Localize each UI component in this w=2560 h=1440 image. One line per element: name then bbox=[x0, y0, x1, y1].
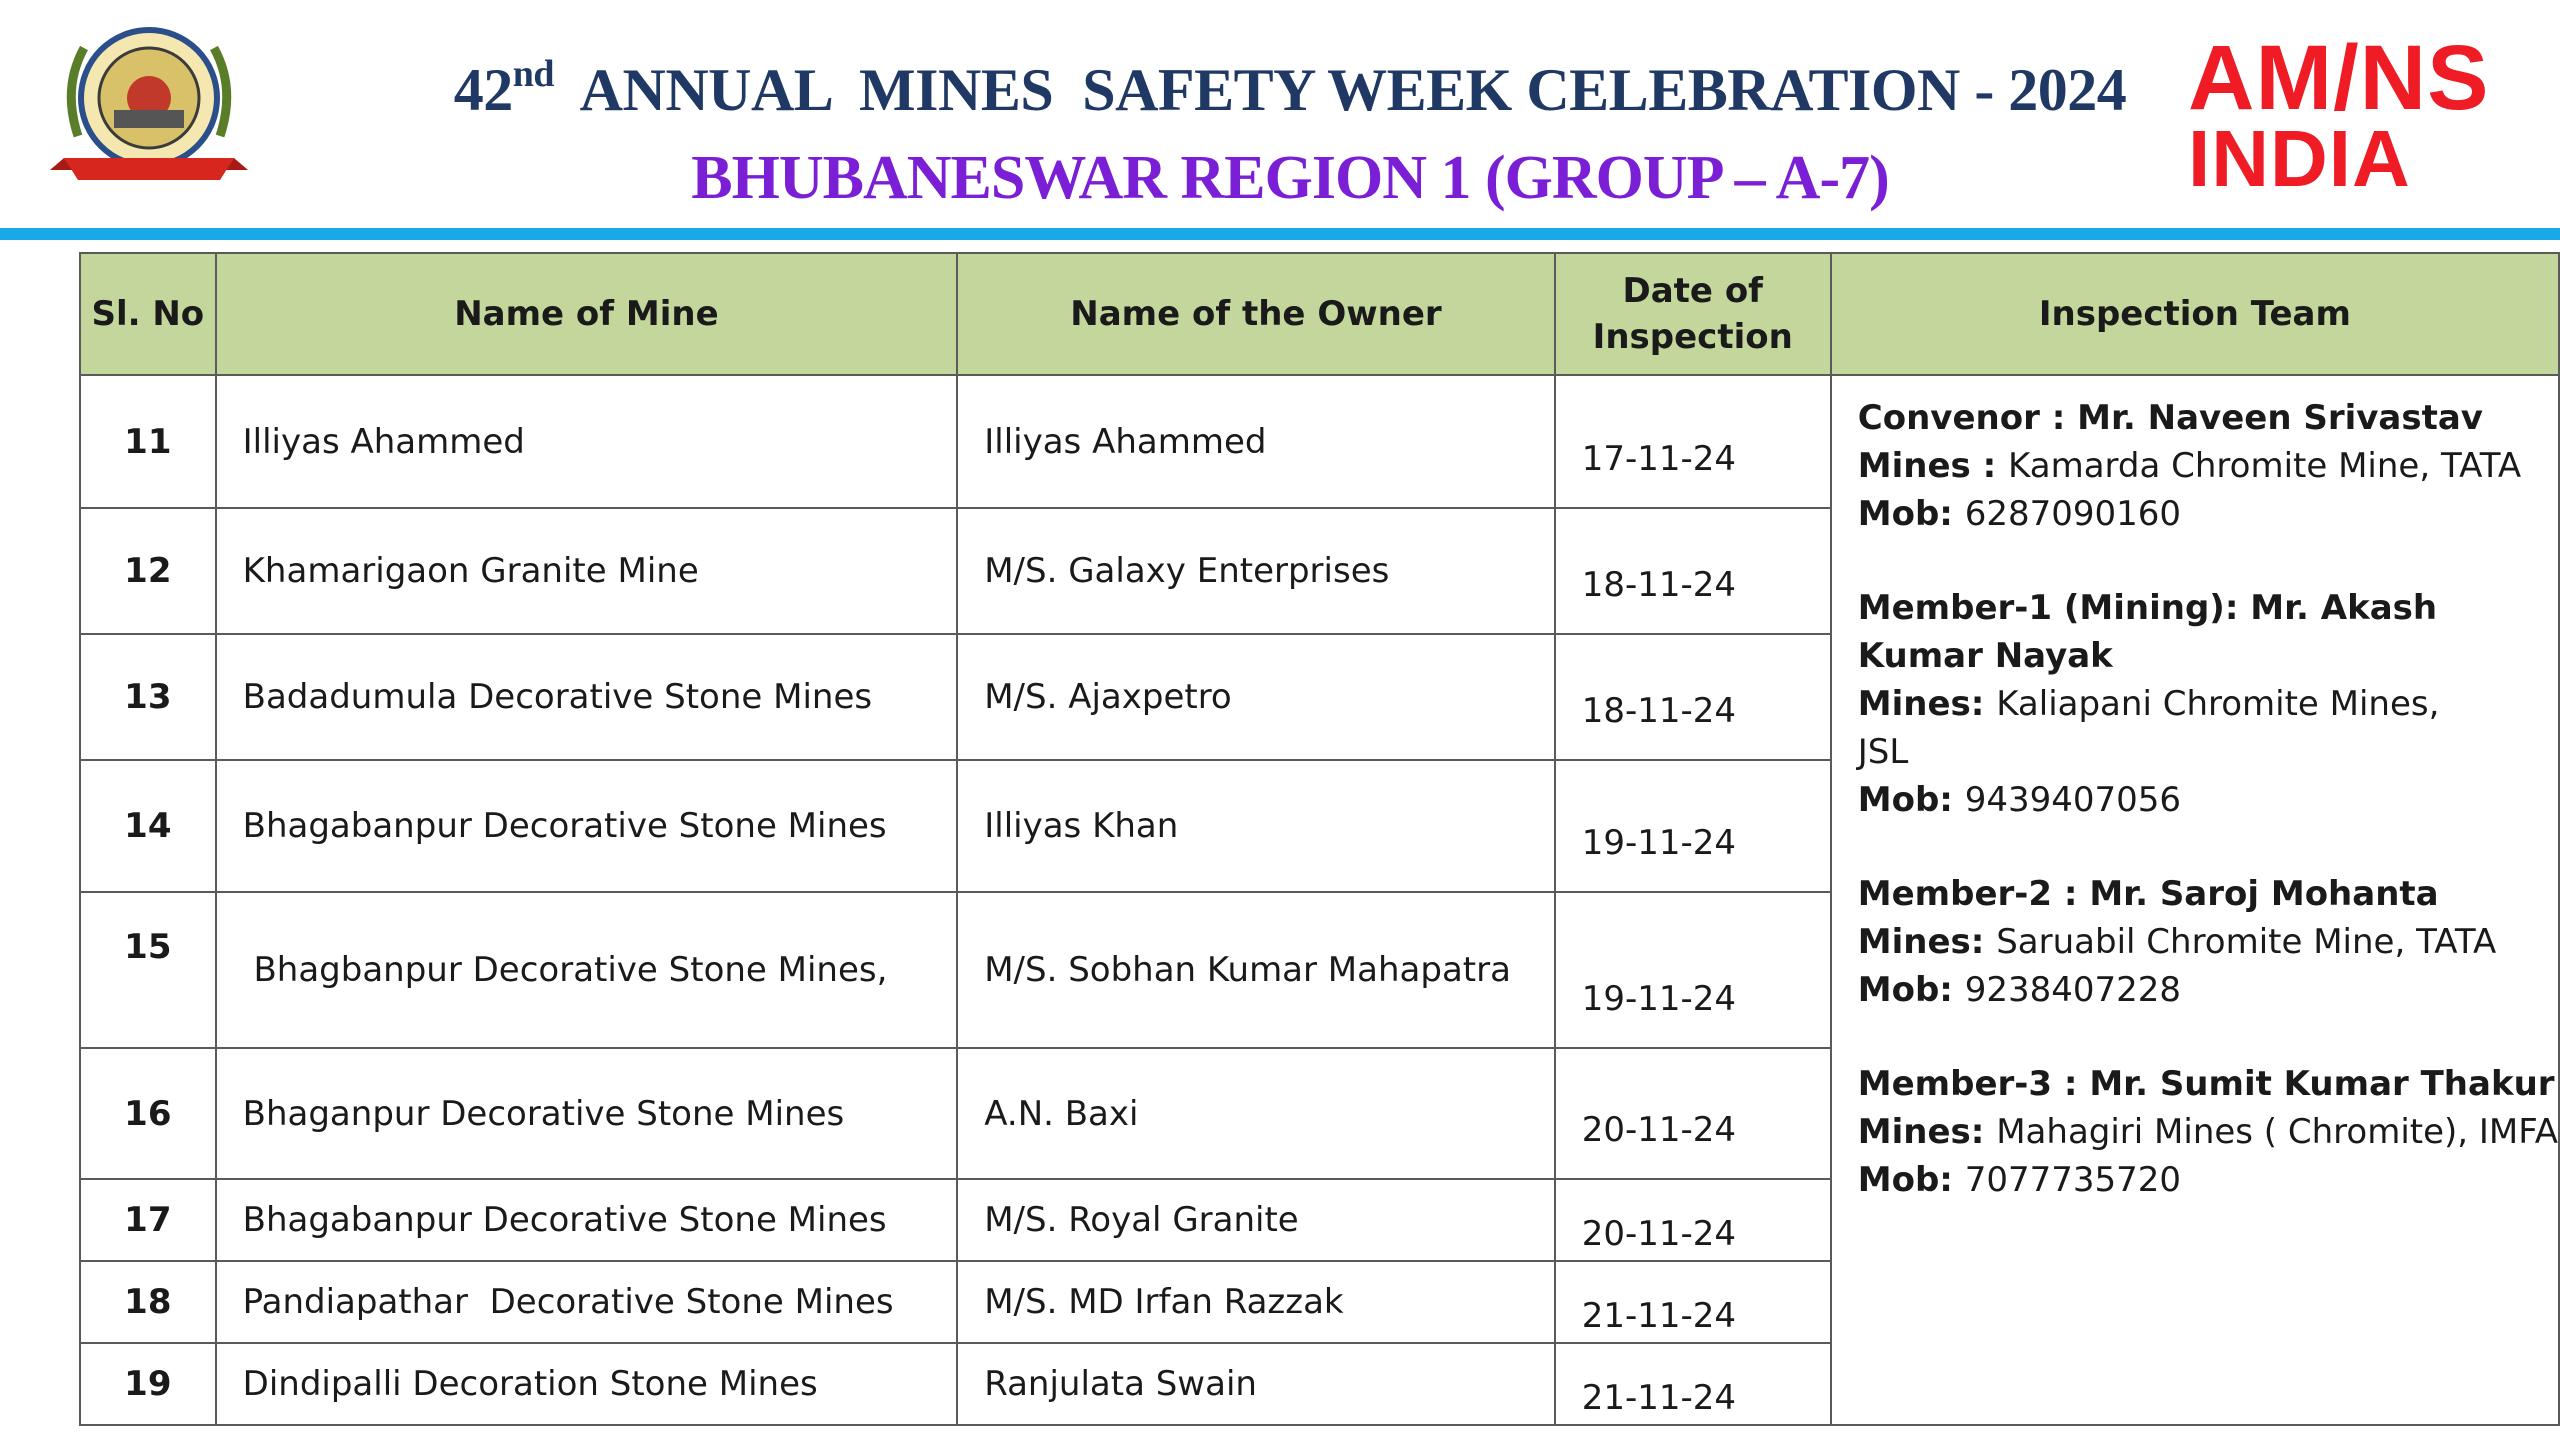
cell-sl-no: 13 bbox=[80, 634, 216, 760]
table-header-row bbox=[80, 253, 2559, 375]
cell-mine: Khamarigaon Granite Mine bbox=[216, 508, 958, 634]
cell-sl-no: 14 bbox=[80, 760, 216, 892]
cell-owner: Illiyas Ahammed bbox=[957, 375, 1554, 508]
cell-mine: Bhaganpur Decorative Stone Mines bbox=[216, 1048, 958, 1179]
cell-owner: A.N. Baxi bbox=[957, 1048, 1554, 1179]
convenor-mines-line: Mines : Kamarda Chromite Mine, TATA bbox=[1857, 446, 2522, 486]
inspection-team-cell bbox=[1831, 375, 2559, 1425]
cell-owner: M/S. Sobhan Kumar Mahapatra bbox=[957, 892, 1554, 1048]
cell-date: 19-11-24 bbox=[1555, 760, 1831, 892]
cell-sl-no: 16 bbox=[80, 1048, 216, 1179]
cell-mine: Bhagabanpur Decorative Stone Mines bbox=[216, 760, 958, 892]
cell-date: 21-11-24 bbox=[1555, 1261, 1831, 1343]
header-name-of-mine: Name of Mine bbox=[216, 253, 958, 375]
cell-owner: M/S. Galaxy Enterprises bbox=[957, 508, 1554, 634]
cell-mine: Bhagabanpur Decorative Stone Mines bbox=[216, 1179, 958, 1261]
cell-owner: Illiyas Khan bbox=[957, 760, 1554, 892]
table-row bbox=[80, 375, 2559, 508]
member1-line: Member-1 (Mining): Mr. Akash bbox=[1857, 588, 2438, 628]
member3-line: Member-3 : Mr. Sumit Kumar Thakur bbox=[1857, 1064, 2555, 1104]
cell-owner: M/S. Royal Granite bbox=[957, 1179, 1554, 1261]
member3-mines-line: Mines: Mahagiri Mines ( Chromite), IMFA bbox=[1857, 1112, 2558, 1152]
header-inspection-team: Inspection Team bbox=[1831, 253, 2559, 375]
cell-owner: M/S. Ajaxpetro bbox=[957, 634, 1554, 760]
cell-sl-no: 12 bbox=[80, 508, 216, 634]
page-title: 42nd ANNUAL MINES SAFETY WEEK CELEBRATION - 2024 bbox=[453, 53, 2127, 123]
cell-date: 20-11-24 bbox=[1555, 1179, 1831, 1261]
cell-owner: Ranjulata Swain bbox=[957, 1343, 1554, 1425]
cell-date: 17-11-24 bbox=[1555, 375, 1831, 508]
cell-mine: Bhagbanpur Decorative Stone Mines, bbox=[216, 892, 958, 1048]
cell-date: 18-11-24 bbox=[1555, 634, 1831, 760]
member1-mob-line: Mob: 9439407056 bbox=[1857, 780, 2182, 820]
inspection-schedule-table bbox=[79, 252, 2560, 1426]
cell-sl-no: 11 bbox=[80, 375, 216, 508]
member1-name-cont: Kumar Nayak bbox=[1857, 636, 2113, 676]
cell-mine: Illiyas Ahammed bbox=[216, 375, 958, 508]
member3-mob-line: Mob: 7077735720 bbox=[1857, 1160, 2182, 1200]
cell-sl-no: 18 bbox=[80, 1261, 216, 1343]
header-date-of-inspection: Date of Inspection bbox=[1555, 253, 1831, 375]
member1-mines-cont: JSL bbox=[1857, 732, 1909, 772]
cell-date: 21-11-24 bbox=[1555, 1343, 1831, 1425]
cell-date: 20-11-24 bbox=[1555, 1048, 1831, 1179]
header-sl-no: Sl. No bbox=[80, 253, 216, 375]
member1-mines-line: Mines: Kaliapani Chromite Mines, bbox=[1857, 684, 2440, 724]
amns-india-logo bbox=[2188, 27, 2528, 203]
inspection-team-details bbox=[1832, 376, 2558, 1204]
cell-sl-no: 19 bbox=[80, 1343, 216, 1425]
page-subtitle: BHUBANESWAR REGION 1 (GROUP – A-7) bbox=[691, 144, 1889, 212]
member2-mines-line: Mines: Saruabil Chromite Mine, TATA bbox=[1857, 922, 2497, 962]
cell-mine: Pandiapathar Decorative Stone Mines bbox=[216, 1261, 958, 1343]
cell-mine: Badadumula Decorative Stone Mines bbox=[216, 634, 958, 760]
member2-mob-line: Mob: 9238407228 bbox=[1857, 970, 2182, 1010]
logo-line-1: AM/NS bbox=[2188, 27, 2490, 129]
cell-sl-no: 15 bbox=[80, 892, 216, 1048]
convenor-mob-line: Mob: 6287090160 bbox=[1857, 494, 2182, 534]
cell-sl-no: 17 bbox=[80, 1179, 216, 1261]
cell-date: 19-11-24 bbox=[1555, 892, 1831, 1048]
header-divider bbox=[0, 228, 2560, 240]
member2-line: Member-2 : Mr. Saroj Mohanta bbox=[1857, 874, 2439, 914]
cell-date: 18-11-24 bbox=[1555, 508, 1831, 634]
logo-line-2: INDIA bbox=[2188, 114, 2411, 203]
cell-mine: Dindipalli Decoration Stone Mines bbox=[216, 1343, 958, 1425]
header-name-of-owner: Name of the Owner bbox=[957, 253, 1554, 375]
convenor-line: Convenor : Mr. Naveen Srivastav bbox=[1857, 398, 2483, 438]
cell-owner: M/S. MD Irfan Razzak bbox=[957, 1261, 1554, 1343]
